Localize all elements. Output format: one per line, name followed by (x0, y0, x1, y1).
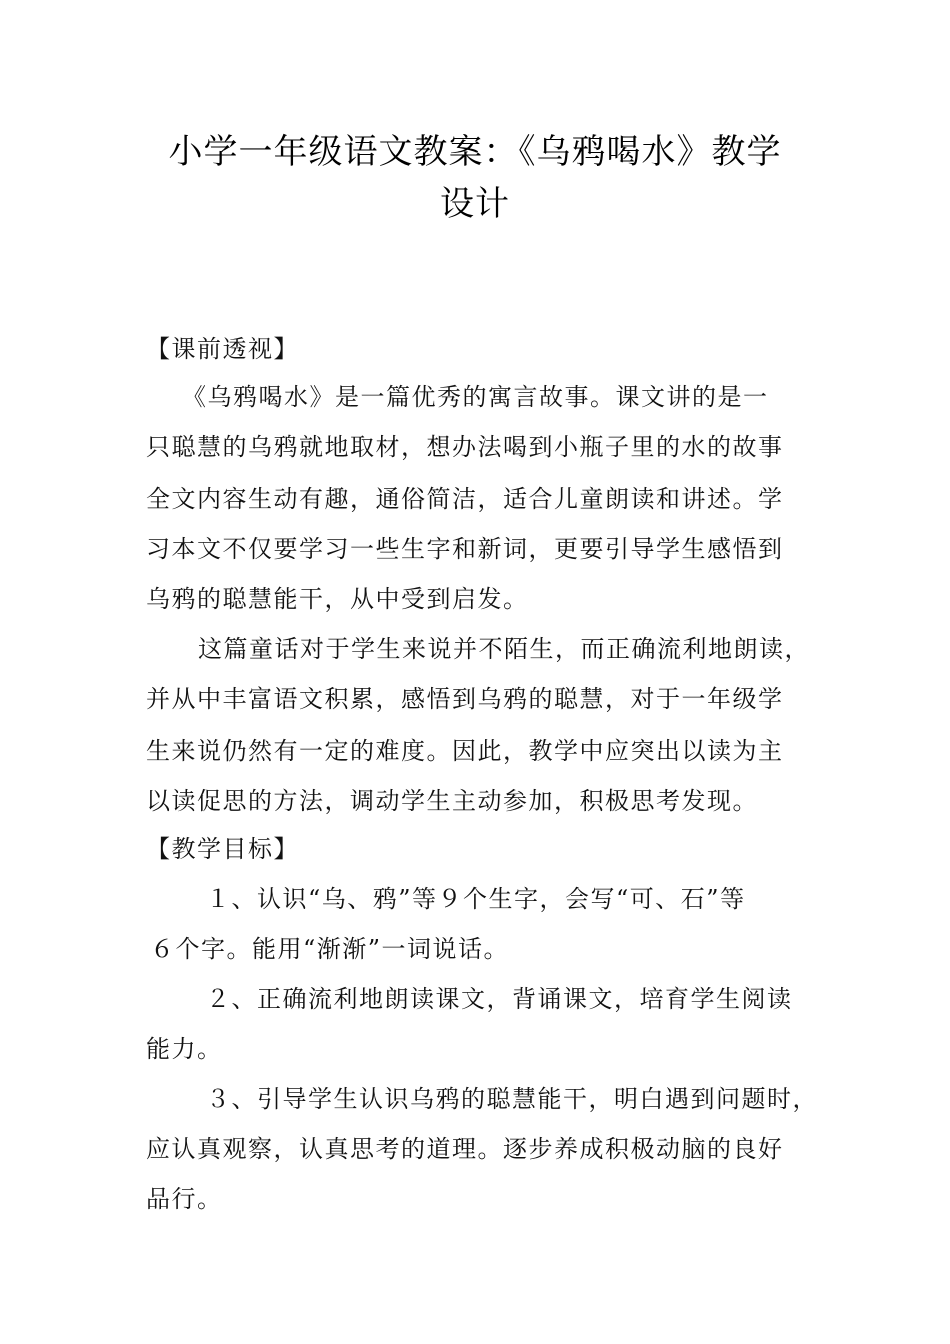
paragraph-line: 乌鸦的聪慧能干，从中受到启发。 (146, 585, 529, 613)
objective-line: 品行。 (146, 1185, 223, 1213)
paragraph-line: 生来说仍然有一定的难度。因此，教学中应突出以读为主 (146, 737, 784, 765)
objective-line: ２、正确流利地朗读课文，背诵课文，培育学生阅读 (206, 985, 793, 1013)
paragraph-line: 并从中丰富语文积累，感悟到乌鸦的聪慧，对于一年级学 (146, 685, 784, 713)
paragraph-line: 这篇童话对于学生来说并不陌生，而正确流利地朗读， (198, 635, 810, 663)
section-heading-objectives: 【教学目标】 (146, 835, 299, 863)
paragraph-line: 习本文不仅要学习一些生字和新词，更要引导学生感悟到 (146, 535, 784, 563)
document-title-line-1: 小学一年级语文教案：《乌鸦喝水》教学 (168, 132, 782, 172)
objective-line: ６个字。能用“渐渐”一词说话。 (150, 935, 510, 963)
paragraph-line: 只聪慧的乌鸦就地取材，想办法喝到小瓶子里的水的故事 (146, 433, 784, 461)
objective-line: 应认真观察，认真思考的道理。逐步养成积极动脑的良好 (146, 1135, 784, 1163)
section-heading-preview: 【课前透视】 (146, 335, 299, 363)
objective-line: ３、引导学生认识乌鸦的聪慧能干，明白遇到问题时， (206, 1085, 818, 1113)
paragraph-line: 全文内容生动有趣，通俗简洁，适合儿童朗读和讲述。学 (146, 485, 784, 513)
document-title-line-2: 设计 (440, 184, 510, 224)
paragraph-line: 《乌鸦喝水》是一篇优秀的寓言故事。课文讲的是一 (182, 383, 769, 411)
objective-line: １、认识“乌、鸦”等９个生字，会写“可、石”等 (206, 885, 746, 913)
paragraph-line: 以读促思的方法，调动学生主动参加，积极思考发现。 (146, 787, 758, 815)
objective-line: 能力。 (146, 1035, 223, 1063)
